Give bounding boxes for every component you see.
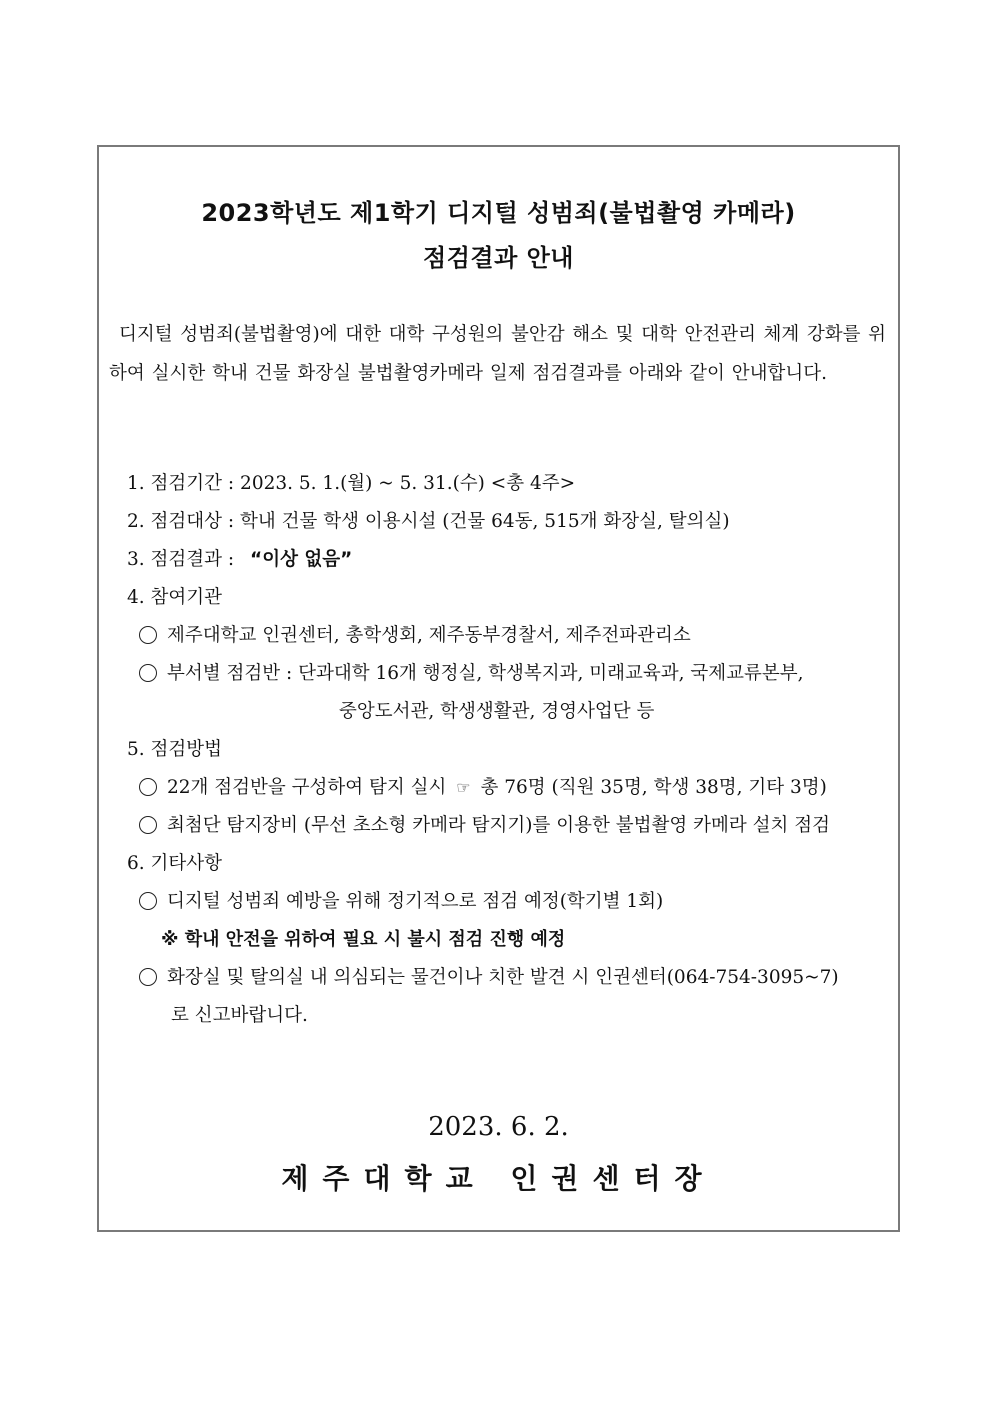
- item-value: 학내 건물 학생 이용시설 (건물 64동, 515개 화장실, 탈의실): [240, 511, 730, 532]
- circle-bullet-icon: [139, 892, 157, 910]
- circle-bullet-icon: [139, 778, 157, 796]
- continuation-text: 중앙도서관, 학생생활관, 경영사업단 등: [339, 701, 655, 722]
- participant-bullet: [99, 617, 898, 655]
- item-others: [99, 845, 898, 883]
- item-participants: [99, 579, 898, 617]
- bullet-text: 디지털 성범죄 예방을 위해 정기적으로 점검 예정(학기별 1회): [167, 891, 664, 912]
- method-bullet: [99, 807, 898, 845]
- bullet-text: 최첨단 탐지장비 (무선 초소형 카메라 탐지기)를 이용한 불법촬영 카메라 설치 점검: [167, 815, 830, 836]
- document-title-line2: 점검결과 안내: [423, 244, 574, 272]
- bullet-text: 제주대학교 인권센터, 총학생회, 제주동부경찰서, 제주전파관리소: [167, 625, 691, 646]
- bullet-text: 화장실 및 탈의실 내 의심되는 물건이나 치한 발견 시 인권센터(064-754-3095~7): [167, 967, 839, 988]
- continuation-text: 로 신고바랍니다.: [171, 1005, 308, 1026]
- item-number: 1.: [127, 473, 145, 494]
- bullet-text: 부서별 점검반 : 단과대학 16개 행정실, 학생복지과, 미래교육과, 국제교류본부,: [167, 663, 804, 684]
- method-bullet: [99, 769, 898, 807]
- note-text: ※ 학내 안전을 위하여 필요 시 불시 점검 진행 예정: [161, 929, 566, 950]
- bullet-text: 22개 점검반을 구성하여 탐지 실시: [167, 777, 447, 798]
- others-continuation: [99, 997, 898, 1035]
- circle-bullet-icon: [139, 626, 157, 644]
- signer: 제주대학교 인권센터장: [281, 1162, 716, 1195]
- circle-bullet-icon: [139, 816, 157, 834]
- item-number: 4.: [127, 587, 145, 608]
- circle-bullet-icon: [139, 968, 157, 986]
- others-bullet: [99, 883, 898, 921]
- intro-paragraph: 디지털 성범죄(불법촬영)에 대한 대학 구성원의 불안감 해소 및 대학 안전관리 체계 강화를 위하여 실시한 학내 건물 화장실 불법촬영카메라 일제 점검결과를 아래와 같이 안내합니다.: [109, 324, 886, 384]
- item-target: [99, 503, 898, 541]
- item-label: 점검대상 :: [150, 511, 235, 532]
- bullet-text: 총 76명 (직원 35명, 학생 38명, 기타 3명): [480, 777, 827, 798]
- item-number: 5.: [127, 739, 145, 760]
- result-value: “이상 없음”: [250, 549, 353, 570]
- item-label: 점검결과 :: [150, 549, 235, 570]
- item-period: [99, 465, 898, 503]
- item-number: 6.: [127, 853, 145, 874]
- item-number: 2.: [127, 511, 145, 532]
- issue-date: 2023. 6. 2.: [428, 1112, 569, 1142]
- item-label: 기타사항: [150, 853, 223, 874]
- participant-bullet: [99, 655, 898, 693]
- others-bullet: [99, 959, 898, 997]
- circle-bullet-icon: [139, 664, 157, 682]
- item-label: 점검기간 :: [150, 473, 235, 494]
- participant-continuation: [99, 693, 898, 731]
- item-label: 참여기관: [150, 587, 223, 608]
- pointing-hand-icon: ☞: [456, 778, 471, 797]
- item-result: [99, 541, 898, 579]
- item-label: 점검방법: [150, 739, 223, 760]
- item-value: 2023. 5. 1.(월) ~ 5. 31.(수) <총 4주>: [240, 473, 576, 494]
- document-title-line1: 2023학년도 제1학기 디지털 성범죄(불법촬영 카메라): [201, 199, 796, 227]
- others-note: [99, 921, 898, 959]
- item-number: 3.: [127, 549, 145, 570]
- notice-box: [97, 145, 900, 1232]
- item-method: [99, 731, 898, 769]
